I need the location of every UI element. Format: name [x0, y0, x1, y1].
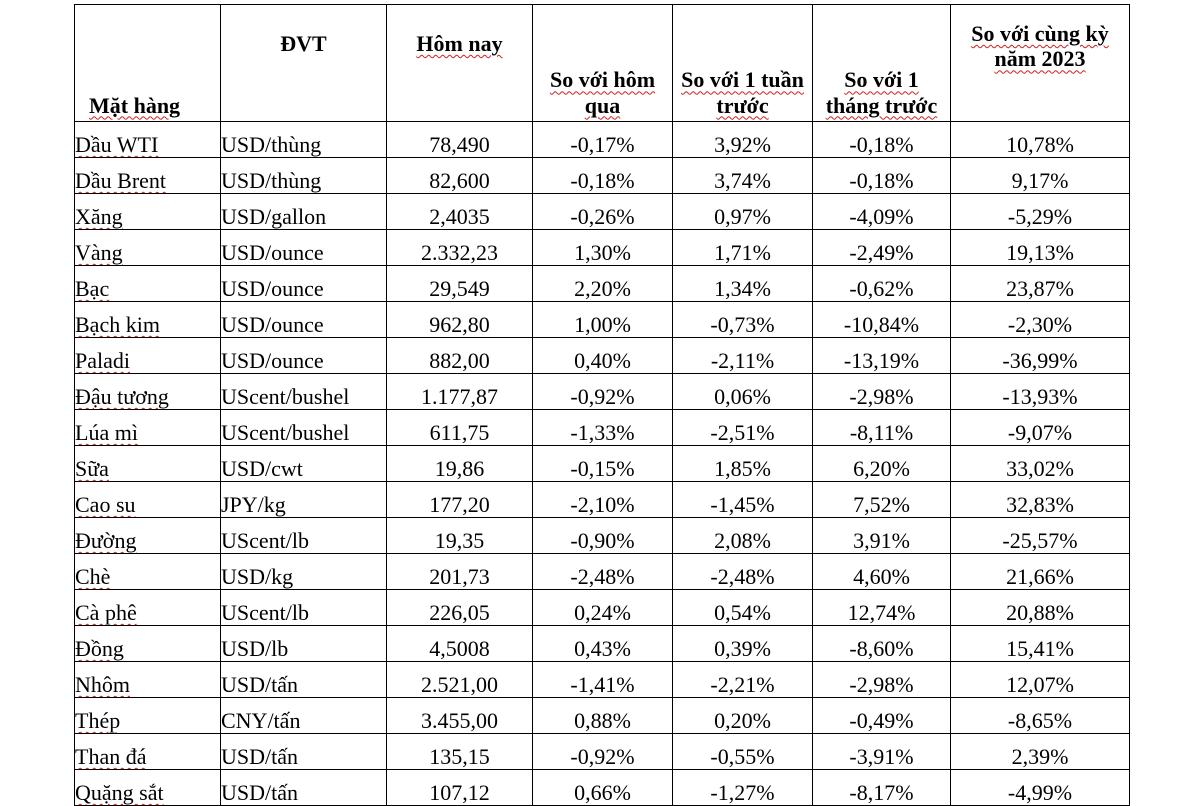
cell-unit — [221, 338, 387, 374]
cell-vs-month — [813, 734, 951, 770]
cell-vs-week-text: -1,45% — [710, 492, 775, 517]
header-today: Hôm nay — [387, 5, 533, 122]
cell-vs-month-text: -0,62% — [849, 276, 914, 301]
cell-vs-month — [813, 158, 951, 194]
cell-vs-yesterday — [533, 662, 673, 698]
cell-today — [387, 194, 533, 230]
cell-unit-text: USD/tấn — [221, 744, 298, 769]
cell-vs-year-text: -13,93% — [1002, 384, 1078, 409]
cell-vs-month — [813, 230, 951, 266]
cell-vs-year-text: -8,65% — [1007, 708, 1073, 733]
cell-vs-week — [673, 230, 813, 266]
cell-vs-week-text: 1,71% — [714, 240, 771, 265]
cell-vs-yesterday-text: 2,20% — [574, 276, 631, 301]
cell-today — [387, 338, 533, 374]
cell-today-text: 19,35 — [434, 528, 485, 553]
cell-item-text: Quặng sắt — [75, 780, 164, 805]
cell-unit-text: UScent/bushel — [221, 384, 350, 409]
table-row — [75, 518, 1130, 554]
cell-item — [75, 518, 221, 554]
cell-vs-yesterday — [533, 158, 673, 194]
cell-today — [387, 518, 533, 554]
cell-unit-text: USD/gallon — [221, 204, 327, 229]
cell-item-text: Sữa — [75, 456, 109, 481]
cell-vs-week-text: 0,39% — [714, 636, 771, 661]
cell-vs-yesterday — [533, 338, 673, 374]
cell-vs-year-text: 32,83% — [1006, 492, 1074, 517]
table-row — [75, 374, 1130, 410]
cell-vs-yesterday-text: -0,15% — [570, 456, 635, 481]
cell-vs-week — [673, 410, 813, 446]
cell-item-text: Vàng — [75, 240, 123, 265]
cell-today-text: 4,5008 — [429, 636, 490, 661]
cell-today-text: 107,12 — [429, 780, 490, 805]
cell-today-text: 29,549 — [429, 276, 490, 301]
cell-unit-text: CNY/tấn — [221, 708, 301, 733]
cell-item-text: Dầu Brent — [75, 168, 167, 193]
cell-vs-year-text: -5,29% — [1007, 204, 1073, 229]
cell-vs-yesterday — [533, 446, 673, 482]
cell-vs-month-text: 6,20% — [853, 456, 910, 481]
cell-vs-year — [951, 626, 1130, 662]
cell-vs-week-text: -1,27% — [710, 780, 775, 805]
cell-vs-yesterday — [533, 482, 673, 518]
cell-item — [75, 122, 221, 158]
cell-vs-month-text: 12,74% — [847, 600, 916, 625]
cell-unit-text: USD/thùng — [221, 132, 322, 157]
cell-unit-text: USD/tấn — [221, 780, 298, 805]
cell-item-text: Đường — [75, 528, 137, 553]
cell-vs-week — [673, 590, 813, 626]
cell-item-text: Than đá — [75, 744, 147, 769]
cell-vs-yesterday — [533, 698, 673, 734]
cell-vs-yesterday — [533, 554, 673, 590]
cell-vs-yesterday — [533, 122, 673, 158]
cell-item — [75, 302, 221, 338]
cell-vs-yesterday — [533, 518, 673, 554]
table-row — [75, 554, 1130, 590]
cell-item — [75, 410, 221, 446]
cell-vs-week — [673, 626, 813, 662]
cell-vs-yesterday-text: -0,26% — [570, 204, 635, 229]
header-vs-month: So với 1 tháng trước — [813, 5, 951, 122]
cell-vs-yesterday — [533, 302, 673, 338]
cell-vs-month — [813, 302, 951, 338]
cell-unit — [221, 230, 387, 266]
cell-vs-year-text: 9,17% — [1011, 168, 1069, 193]
cell-vs-yesterday — [533, 734, 673, 770]
commodity-price-table — [74, 4, 1130, 806]
cell-unit-text: USD/kg — [221, 564, 294, 589]
cell-vs-yesterday-text: -1,41% — [570, 672, 635, 697]
table-row — [75, 770, 1130, 806]
cell-unit — [221, 302, 387, 338]
cell-vs-year-text: 2,39% — [1011, 744, 1069, 769]
cell-vs-yesterday — [533, 374, 673, 410]
cell-vs-month-text: -13,19% — [843, 348, 920, 373]
cell-today — [387, 266, 533, 302]
cell-vs-year — [951, 338, 1130, 374]
cell-vs-month — [813, 770, 951, 806]
cell-item-text: Đậu tương — [75, 384, 169, 409]
cell-vs-week-text: -0,73% — [710, 312, 775, 337]
cell-item-text: Thép — [75, 708, 121, 733]
cell-vs-yesterday-text: 0,40% — [574, 348, 631, 373]
cell-vs-year — [951, 734, 1130, 770]
cell-unit — [221, 410, 387, 446]
cell-item-text: Bạc — [75, 276, 110, 301]
cell-vs-yesterday — [533, 626, 673, 662]
cell-item — [75, 374, 221, 410]
table-body — [75, 122, 1130, 806]
cell-today-text: 2,4035 — [429, 204, 490, 229]
cell-vs-month — [813, 194, 951, 230]
cell-vs-yesterday-text: -1,33% — [570, 420, 635, 445]
cell-item — [75, 194, 221, 230]
cell-vs-month — [813, 626, 951, 662]
cell-item — [75, 734, 221, 770]
cell-vs-month-text: -0,49% — [849, 708, 914, 733]
cell-item — [75, 266, 221, 302]
cell-unit — [221, 266, 387, 302]
cell-vs-year-text: 21,66% — [1006, 564, 1074, 589]
cell-today-text: 882,00 — [429, 348, 490, 373]
cell-vs-yesterday — [533, 230, 673, 266]
cell-today — [387, 446, 533, 482]
cell-today — [387, 734, 533, 770]
cell-unit — [221, 626, 387, 662]
cell-vs-month — [813, 590, 951, 626]
table-header-row — [75, 5, 1130, 122]
cell-vs-week-text: 0,20% — [714, 708, 771, 733]
cell-vs-year-text: -9,07% — [1007, 420, 1073, 445]
table-row — [75, 482, 1130, 518]
cell-today-text: 82,600 — [429, 168, 490, 193]
cell-vs-month — [813, 374, 951, 410]
cell-vs-week — [673, 374, 813, 410]
cell-unit-text: UScent/lb — [221, 528, 309, 553]
cell-vs-week-text: 1,85% — [714, 456, 771, 481]
cell-vs-yesterday-text: 0,24% — [574, 600, 631, 625]
cell-vs-week-text: -2,51% — [710, 420, 775, 445]
cell-item-text: Dầu WTI — [75, 132, 159, 157]
table-row — [75, 698, 1130, 734]
cell-vs-week-text: 3,92% — [714, 132, 771, 157]
cell-vs-week-text: 0,54% — [714, 600, 771, 625]
cell-item — [75, 698, 221, 734]
cell-item-text: Paladi — [75, 348, 130, 373]
cell-unit — [221, 554, 387, 590]
cell-vs-year-text: -4,99% — [1007, 780, 1073, 805]
cell-item-text: Cao su — [75, 492, 136, 517]
cell-vs-year — [951, 230, 1130, 266]
cell-vs-week — [673, 194, 813, 230]
cell-vs-year — [951, 446, 1130, 482]
cell-vs-month-text: -4,09% — [849, 204, 914, 229]
cell-vs-yesterday — [533, 770, 673, 806]
cell-vs-yesterday-text: -2,10% — [570, 492, 635, 517]
cell-vs-year — [951, 482, 1130, 518]
cell-item — [75, 554, 221, 590]
table-row — [75, 194, 1130, 230]
cell-vs-week — [673, 302, 813, 338]
cell-vs-week — [673, 338, 813, 374]
table-row — [75, 338, 1130, 374]
cell-vs-yesterday-text: -0,18% — [570, 168, 635, 193]
cell-today — [387, 590, 533, 626]
cell-vs-year — [951, 698, 1130, 734]
cell-vs-year-text: -36,99% — [1002, 348, 1078, 373]
cell-vs-month — [813, 698, 951, 734]
table-row — [75, 410, 1130, 446]
cell-today — [387, 122, 533, 158]
cell-today — [387, 410, 533, 446]
cell-vs-yesterday-text: 0,88% — [574, 708, 631, 733]
cell-today — [387, 230, 533, 266]
cell-unit-text: USD/cwt — [221, 456, 303, 481]
cell-vs-month-text: -0,18% — [849, 168, 914, 193]
cell-vs-year — [951, 302, 1130, 338]
cell-vs-year-text: 23,87% — [1006, 276, 1074, 301]
cell-today-text: 611,75 — [429, 420, 490, 445]
cell-today-text: 177,20 — [429, 492, 490, 517]
cell-vs-year — [951, 518, 1130, 554]
cell-vs-month-text: -3,91% — [849, 744, 914, 769]
cell-today — [387, 770, 533, 806]
cell-vs-week — [673, 158, 813, 194]
cell-unit — [221, 590, 387, 626]
cell-vs-week — [673, 266, 813, 302]
cell-today — [387, 698, 533, 734]
cell-vs-year-text: 19,13% — [1006, 240, 1074, 265]
cell-vs-week — [673, 554, 813, 590]
cell-today — [387, 626, 533, 662]
cell-vs-month — [813, 662, 951, 698]
cell-vs-month — [813, 266, 951, 302]
cell-unit — [221, 158, 387, 194]
cell-unit-text: USD/tấn — [221, 672, 298, 697]
cell-item-text: Bạch kim — [75, 312, 160, 337]
cell-unit-text: USD/ounce — [221, 312, 324, 337]
cell-vs-week-text: -2,11% — [710, 348, 775, 373]
cell-item — [75, 338, 221, 374]
cell-item-text: Xăng — [75, 204, 123, 229]
cell-vs-year-text: 10,78% — [1006, 132, 1074, 157]
cell-unit-text: USD/lb — [221, 636, 289, 661]
cell-vs-year — [951, 554, 1130, 590]
cell-vs-week-text: -2,21% — [710, 672, 775, 697]
cell-vs-yesterday-text: 1,30% — [574, 240, 631, 265]
cell-today-text: 78,490 — [429, 132, 490, 157]
cell-item — [75, 158, 221, 194]
cell-item — [75, 590, 221, 626]
cell-vs-week-text: 1,34% — [714, 276, 771, 301]
cell-vs-week-text: 0,06% — [714, 384, 771, 409]
cell-unit-text: USD/ounce — [221, 276, 324, 301]
cell-today-text: 3.455,00 — [421, 708, 498, 733]
cell-unit-text: USD/ounce — [221, 348, 324, 373]
cell-vs-year — [951, 122, 1130, 158]
table-row — [75, 626, 1130, 662]
cell-vs-month — [813, 410, 951, 446]
cell-vs-yesterday-text: 1,00% — [574, 312, 631, 337]
cell-vs-year — [951, 194, 1130, 230]
cell-unit-text: UScent/bushel — [221, 420, 350, 445]
cell-today — [387, 482, 533, 518]
cell-unit — [221, 662, 387, 698]
cell-vs-yesterday-text: 0,66% — [574, 780, 631, 805]
cell-today-text: 19,86 — [434, 456, 485, 481]
cell-vs-month-text: -2,49% — [849, 240, 914, 265]
header-item: Mặt hàng — [75, 5, 221, 122]
cell-vs-yesterday — [533, 266, 673, 302]
cell-vs-month — [813, 518, 951, 554]
cell-unit — [221, 698, 387, 734]
cell-vs-yesterday-text: 0,43% — [574, 636, 631, 661]
cell-item — [75, 446, 221, 482]
table-row — [75, 662, 1130, 698]
cell-item-text: Chè — [75, 564, 111, 589]
cell-item — [75, 626, 221, 662]
cell-unit — [221, 122, 387, 158]
cell-vs-year-text: 20,88% — [1006, 600, 1074, 625]
cell-vs-month-text: -0,18% — [849, 132, 914, 157]
cell-vs-year-text: 15,41% — [1006, 636, 1074, 661]
cell-vs-week — [673, 122, 813, 158]
cell-vs-week-text: -2,48% — [710, 564, 775, 589]
table-row — [75, 158, 1130, 194]
cell-vs-week-text: 2,08% — [714, 528, 771, 553]
cell-vs-yesterday-text: -0,92% — [570, 744, 635, 769]
cell-vs-yesterday-text: -2,48% — [570, 564, 635, 589]
cell-vs-year — [951, 662, 1130, 698]
table-row — [75, 122, 1130, 158]
table-row — [75, 446, 1130, 482]
cell-vs-year — [951, 374, 1130, 410]
cell-vs-week — [673, 698, 813, 734]
cell-unit — [221, 194, 387, 230]
cell-vs-week — [673, 446, 813, 482]
cell-vs-month — [813, 482, 951, 518]
cell-vs-month-text: 7,52% — [853, 492, 910, 517]
cell-unit-text: USD/thùng — [221, 168, 322, 193]
cell-vs-week — [673, 770, 813, 806]
cell-vs-year-text: 33,02% — [1006, 456, 1074, 481]
cell-item — [75, 770, 221, 806]
cell-today-text: 962,80 — [429, 312, 490, 337]
cell-vs-month-text: -8,17% — [849, 780, 914, 805]
cell-vs-yesterday — [533, 194, 673, 230]
cell-vs-month-text: -10,84% — [843, 312, 920, 337]
cell-vs-week — [673, 518, 813, 554]
header-vs-year: So với cùng kỳ năm 2023 — [951, 5, 1130, 122]
cell-vs-year — [951, 770, 1130, 806]
cell-today-text: 2.332,23 — [421, 240, 498, 265]
cell-unit — [221, 770, 387, 806]
cell-item-text: Nhôm — [75, 672, 130, 697]
cell-item — [75, 230, 221, 266]
cell-vs-yesterday — [533, 410, 673, 446]
cell-vs-month-text: 3,91% — [853, 528, 910, 553]
cell-vs-month — [813, 122, 951, 158]
cell-unit — [221, 518, 387, 554]
cell-today — [387, 554, 533, 590]
header-vs-week: So với 1 tuần trước — [673, 5, 813, 122]
cell-vs-week-text: -0,55% — [710, 744, 775, 769]
cell-vs-year — [951, 158, 1130, 194]
cell-unit-text: USD/ounce — [221, 240, 324, 265]
cell-item — [75, 482, 221, 518]
header-vs-yesterday: So với hôm qua — [533, 5, 673, 122]
cell-unit — [221, 734, 387, 770]
cell-today-text: 1.177,87 — [421, 384, 498, 409]
cell-vs-yesterday-text: -0,90% — [570, 528, 635, 553]
cell-today — [387, 374, 533, 410]
cell-vs-yesterday-text: -0,92% — [570, 384, 635, 409]
cell-vs-year-text: -2,30% — [1007, 312, 1073, 337]
cell-vs-year — [951, 590, 1130, 626]
cell-vs-month-text: -8,11% — [849, 420, 914, 445]
cell-unit — [221, 446, 387, 482]
cell-unit-text: UScent/lb — [221, 600, 309, 625]
cell-vs-month-text: -2,98% — [849, 384, 914, 409]
cell-item — [75, 662, 221, 698]
cell-vs-month — [813, 554, 951, 590]
cell-vs-month-text: -8,60% — [849, 636, 914, 661]
cell-item-text: Đồng — [75, 636, 124, 661]
cell-unit — [221, 374, 387, 410]
cell-vs-week-text: 0,97% — [714, 204, 771, 229]
cell-unit — [221, 482, 387, 518]
table-row — [75, 266, 1130, 302]
cell-vs-yesterday — [533, 590, 673, 626]
cell-unit-text: JPY/kg — [221, 492, 286, 517]
cell-vs-week-text: 3,74% — [714, 168, 771, 193]
cell-today — [387, 662, 533, 698]
cell-today-text: 226,05 — [429, 600, 490, 625]
cell-vs-month-text: -2,98% — [849, 672, 914, 697]
table-row — [75, 734, 1130, 770]
cell-today — [387, 158, 533, 194]
cell-vs-week — [673, 734, 813, 770]
cell-item-text: Lúa mì — [75, 420, 138, 445]
cell-vs-month — [813, 338, 951, 374]
cell-vs-month-text: 4,60% — [853, 564, 910, 589]
cell-item-text: Cà phê — [75, 600, 137, 625]
cell-vs-month — [813, 446, 951, 482]
table-row — [75, 302, 1130, 338]
cell-vs-year — [951, 410, 1130, 446]
cell-vs-year-text: -25,57% — [1002, 528, 1078, 553]
cell-vs-week — [673, 662, 813, 698]
cell-vs-year-text: 12,07% — [1006, 672, 1074, 697]
table-row — [75, 230, 1130, 266]
cell-vs-yesterday-text: -0,17% — [570, 132, 635, 157]
cell-today-text: 135,15 — [429, 744, 490, 769]
cell-today — [387, 302, 533, 338]
cell-vs-year — [951, 266, 1130, 302]
cell-today-text: 201,73 — [429, 564, 490, 589]
cell-vs-week — [673, 482, 813, 518]
cell-today-text: 2.521,00 — [421, 672, 498, 697]
table-row — [75, 590, 1130, 626]
header-unit: ĐVT — [221, 5, 387, 122]
